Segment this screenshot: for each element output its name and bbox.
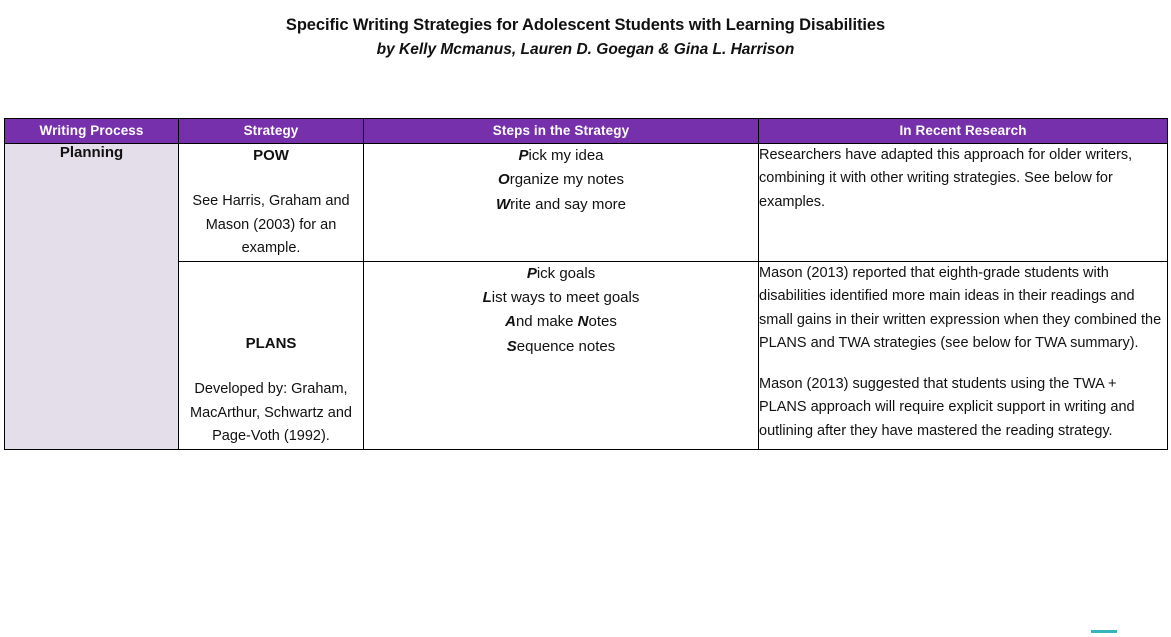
strategy-name: PLANS — [245, 334, 297, 352]
step-initial: A — [505, 313, 516, 331]
column-header-steps: Steps in the Strategy — [364, 119, 759, 144]
table-row — [5, 261, 1168, 449]
step-text: equence notes — [516, 337, 616, 355]
step-text: ick goals — [536, 264, 596, 282]
step-text: ist ways to meet goals — [491, 289, 640, 307]
strategy-cell-pow — [179, 144, 364, 262]
step-initial: P — [518, 147, 529, 164]
step-initial: O — [498, 171, 510, 189]
column-header-research: In Recent Research — [759, 119, 1168, 144]
step-text: nd make — [515, 313, 578, 331]
steps-cell-plans — [364, 261, 759, 449]
step-line — [364, 262, 758, 286]
research-cell-pow — [759, 144, 1168, 262]
step-initial: L — [482, 289, 492, 307]
step-text: ick my idea — [528, 147, 604, 164]
step-line — [364, 335, 758, 359]
research-paragraph: Researchers have adapted this approach for older writers, combining it with other writing strategies. See below for examples. — [759, 147, 1133, 210]
strategy-cell-plans — [179, 261, 364, 449]
step-text: rite and say more — [510, 195, 627, 213]
step-initial: P — [526, 264, 537, 282]
step-initial-secondary: N — [577, 313, 589, 331]
step-line — [364, 286, 758, 310]
strategy-note: See Harris, Graham and Mason (2003) for an example. — [192, 193, 350, 257]
process-cell-planning: Planning — [5, 144, 179, 450]
table-header-row — [5, 119, 1168, 144]
strategies-table-container — [4, 118, 1167, 450]
teal-accent-mark — [1091, 630, 1117, 633]
writing-strategies-table — [4, 118, 1168, 450]
research-cell-plans — [759, 261, 1168, 449]
research-paragraph: Mason (2013) reported that eighth-grade students with disabilities identified more main ideas in their readings and small gains in their written expression when they combined the PLANS and TWA strategies (see below for TWA summary). — [759, 264, 1162, 352]
table-row — [5, 144, 1168, 262]
step-line — [364, 310, 758, 334]
strategy-name: POW — [253, 147, 289, 164]
step-text-secondary: otes — [588, 313, 617, 331]
steps-cell-pow — [364, 144, 759, 262]
step-line — [364, 193, 758, 217]
step-initial: S — [506, 337, 517, 355]
author-line: by Kelly Mcmanus, Lauren D. Goegan & Gina L. Harrison — [376, 41, 795, 59]
step-line — [364, 168, 758, 192]
column-header-strategy: Strategy — [179, 119, 364, 144]
column-header-writing-process: Writing Process — [5, 119, 179, 144]
title-block — [0, 0, 1171, 61]
step-line — [364, 144, 758, 168]
research-paragraph: Mason (2013) suggested that students using the TWA + PLANS approach will require explicit support in writing and outlining after they have mastered the reading strategy. — [759, 375, 1135, 439]
step-text: rganize my notes — [509, 171, 624, 189]
page-title: Specific Writing Strategies for Adolescent Students with Learning Disabilities — [285, 16, 886, 34]
strategy-note: Developed by: Graham, MacArthur, Schwartz and Page-Voth (1992). — [190, 381, 352, 445]
step-initial: W — [495, 195, 511, 213]
